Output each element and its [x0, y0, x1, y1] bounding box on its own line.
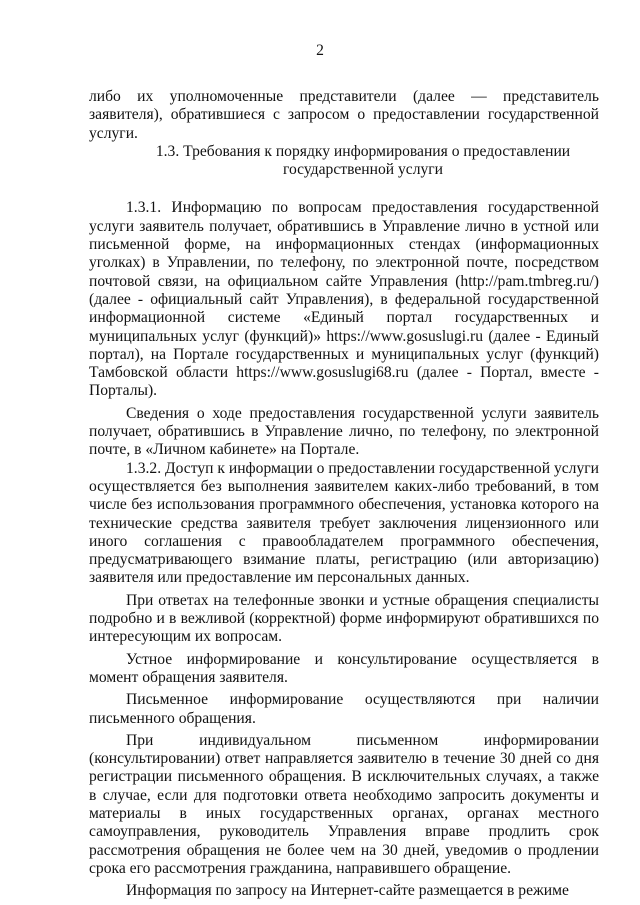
paragraph-progress-info: Сведения о ходе предоставления государственной услуги заявитель получает, обратившись в Управление лично, по телефону, по электронной почте, в «Личном кабинете» на Портале. [89, 404, 599, 459]
paragraph-applicants: либо их уполномоченные представители (далее — представитель заявителя), обратившиеся с запросом о предоставлении государственной услуги. [89, 88, 599, 142]
paragraph-1-3-2: 1.3.2. Доступ к информации о предоставлении государственной услуги осуществляется без выполнения заявителем каких-либо требований, в том числе без использования программного обеспечения, установка которого на технические средства заявителя требует заключения лицензионного или иного соглашения с правообладателем программного обеспечения, предусматривающего взимание платы, регистрацию (или авторизацию) заявителя или предоставление им персональных данных. [89, 459, 600, 587]
paragraph-individual-written: При индивидуальном письменном информировании (консультировании) ответ направляется заявителю в течение 30 дней со дня регистрации письменного обращения. В исключительных случаях, а также в случае, если для подготовки ответа необходимо запросить документы и материалы в иных государственных органах, органах местного самоуправления, руководитель Управления вправе продлить срок рассмотрения обращения не более чем на 30 дней, уведомив о продлении срока его рассмотрения гражданина, направившего обращение. [89, 731, 599, 877]
document-body [89, 88, 599, 900]
paragraph-written-info: Письменное информирование осуществляются при наличии письменного обращения. [89, 691, 599, 727]
section-heading-1-3: 1.3. Требования к порядку информирования о предоставлении государственной услуги [155, 142, 571, 179]
paragraph-internet-request: Информация по запросу на Интернет-сайте размещается в режиме [126, 882, 569, 900]
page-number: 2 [316, 42, 324, 59]
paragraph-phone-answers: При ответах на телефонные звонки и устные обращения специалисты подробно и в вежливой (корректной) форме информируют обратившихся по интересующим их вопросам. [89, 591, 599, 646]
paragraph-1-3-1: 1.3.1. Информацию по вопросам предоставления государственной услуги заявитель получает, обратившись в Управление лично в устной или письменной форме, на информационных стендах (информационных уголках) в Управлении, по телефону, по электронной почте, посредством почтовой связи, на официальном сайте Управления (http://pam.tmbreg.ru/) (далее - официальный сайт Управления), в федеральной государственной информационной системе «Единый портал государственных и муниципальных услуг (функций)» https://www.gosuslugi.ru (далее - Единый портал), на Портале государственных и муниципальных услуг (функций) Тамбовской области https://www.gosuslugi68.ru (далее - Портал, вместе - Порталы). [89, 199, 599, 400]
paragraph-oral-info: Устное информирование и консультирование осуществляется в момент обращения заявителя. [89, 650, 599, 686]
